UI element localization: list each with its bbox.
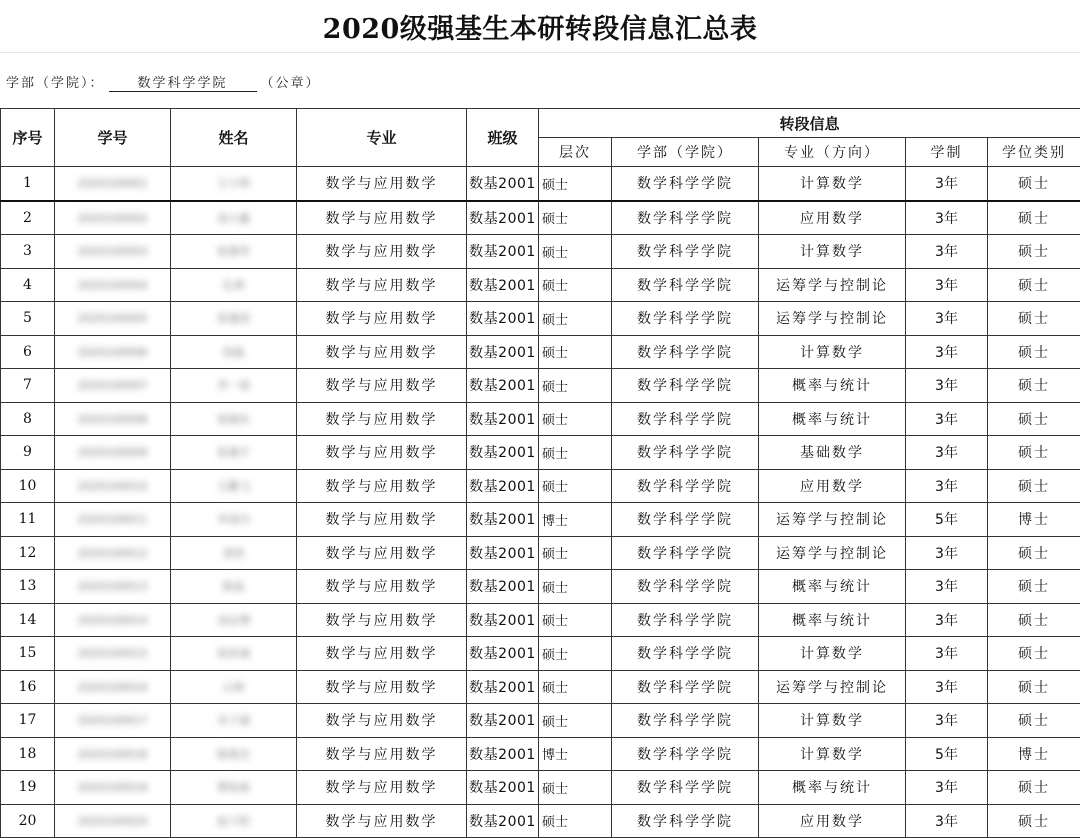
cell-name (171, 737, 297, 771)
cell-name-text: 李一诺 (217, 377, 250, 393)
cell-major: 数学与应用数学 (297, 402, 467, 436)
cell-major: 数学与应用数学 (297, 737, 467, 771)
cell-degree-type: 硕士 (988, 436, 1080, 470)
cell-degree-type: 硕士 (988, 268, 1080, 302)
header-major: 专业 (297, 109, 467, 167)
cell-class: 数基2001 (467, 335, 539, 369)
cell-class: 数基2001 (467, 235, 539, 269)
cell-student-id (55, 737, 171, 771)
cell-department: 数学科学学院 (612, 536, 759, 570)
cell-direction: 应用数学 (759, 201, 906, 235)
cell-department: 数学科学学院 (612, 603, 759, 637)
table-row (1, 804, 1080, 838)
cell-major: 数学与应用数学 (297, 469, 467, 503)
cell-major: 数学与应用数学 (297, 302, 467, 336)
cell-direction: 运筹学与控制论 (759, 302, 906, 336)
cell-level: 硕士 (539, 637, 612, 671)
cell-student-id-text: 2020100004 (78, 279, 148, 292)
cell-duration: 3年 (906, 167, 988, 201)
cell-direction: 计算数学 (759, 704, 906, 738)
page-title: 2020级强基生本研转段信息汇总表 (323, 7, 758, 46)
cell-duration: 5年 (906, 503, 988, 537)
cell-name (171, 335, 297, 369)
cell-name (171, 402, 297, 436)
header-direction: 专业（方向） (759, 138, 906, 167)
cell-level: 硕士 (539, 603, 612, 637)
cell-student-id-text: 2020100016 (78, 681, 148, 694)
cell-index: 7 (1, 369, 55, 403)
cell-department: 数学科学学院 (612, 804, 759, 838)
cell-name-text: 孔舜 (223, 277, 245, 293)
cell-department: 数学科学学院 (612, 704, 759, 738)
cell-department: 数学科学学院 (612, 469, 759, 503)
cell-level: 博士 (539, 503, 612, 537)
cell-index: 10 (1, 469, 55, 503)
cell-student-id-text: 2020100011 (78, 513, 148, 526)
cell-index: 19 (1, 771, 55, 805)
cell-class: 数基2001 (467, 737, 539, 771)
cell-student-id-text: 2020100017 (78, 714, 148, 727)
cell-department: 数学科学学院 (612, 771, 759, 805)
cell-degree-type: 硕士 (988, 603, 1080, 637)
cell-index: 13 (1, 570, 55, 604)
cell-duration: 5年 (906, 737, 988, 771)
cell-name (171, 603, 297, 637)
cell-name-text: 张德华 (217, 243, 250, 259)
cell-level: 硕士 (539, 268, 612, 302)
cell-student-id-text: 2020100014 (78, 614, 148, 627)
cell-student-id (55, 335, 171, 369)
table-row (1, 637, 1080, 671)
cell-class: 数基2001 (467, 771, 539, 805)
cell-duration: 3年 (906, 469, 988, 503)
cell-degree-type: 硕士 (988, 402, 1080, 436)
cell-class: 数基2001 (467, 201, 539, 235)
cell-major: 数学与应用数学 (297, 335, 467, 369)
cell-major: 数学与应用数学 (297, 235, 467, 269)
cell-student-id-text: 2020100008 (78, 413, 148, 426)
cell-student-id-text: 2020100002 (78, 212, 148, 225)
table-row (1, 469, 1080, 503)
cell-degree-type: 硕士 (988, 335, 1080, 369)
cell-duration: 3年 (906, 637, 988, 671)
cell-class: 数基2001 (467, 469, 539, 503)
cell-direction: 运筹学与控制论 (759, 268, 906, 302)
cell-index: 3 (1, 235, 55, 269)
cell-name (171, 771, 297, 805)
cell-index: 18 (1, 737, 55, 771)
cell-major: 数学与应用数学 (297, 603, 467, 637)
cell-direction: 基础数学 (759, 436, 906, 470)
cell-class: 数基2001 (467, 570, 539, 604)
cell-student-id (55, 670, 171, 704)
cell-department: 数学科学学院 (612, 503, 759, 537)
cell-major: 数学与应用数学 (297, 536, 467, 570)
cell-name-text: 张晓东 (217, 411, 250, 427)
table-row (1, 704, 1080, 738)
cell-degree-type: 硕士 (988, 670, 1080, 704)
cell-duration: 3年 (906, 302, 988, 336)
cell-level: 硕士 (539, 570, 612, 604)
cell-degree-type: 博士 (988, 737, 1080, 771)
cell-direction: 计算数学 (759, 235, 906, 269)
cell-student-id (55, 570, 171, 604)
cell-duration: 3年 (906, 369, 988, 403)
cell-student-id-text: 2020100010 (78, 480, 148, 493)
cell-department: 数学科学学院 (612, 436, 759, 470)
cell-name (171, 536, 297, 570)
cell-class: 数基2001 (467, 603, 539, 637)
cell-level: 硕士 (539, 167, 612, 201)
cell-direction: 概率与统计 (759, 771, 906, 805)
cell-duration: 3年 (906, 670, 988, 704)
cell-degree-type: 硕士 (988, 570, 1080, 604)
cell-department: 数学科学学院 (612, 167, 759, 201)
cell-department: 数学科学学院 (612, 670, 759, 704)
cell-student-id (55, 302, 171, 336)
cell-name (171, 804, 297, 838)
cell-department: 数学科学学院 (612, 637, 759, 671)
cell-direction: 计算数学 (759, 335, 906, 369)
cell-major: 数学与应用数学 (297, 570, 467, 604)
cell-major: 数学与应用数学 (297, 167, 467, 201)
table-row (1, 536, 1080, 570)
cell-duration: 3年 (906, 570, 988, 604)
cell-department: 数学科学学院 (612, 335, 759, 369)
cell-degree-type: 硕士 (988, 167, 1080, 201)
cell-student-id (55, 268, 171, 302)
cell-student-id-text: 2020100012 (78, 547, 148, 560)
cell-name-text: 黄然 (223, 545, 245, 561)
table-row (1, 167, 1080, 201)
cell-index: 8 (1, 402, 55, 436)
cell-degree-type: 硕士 (988, 804, 1080, 838)
table-row (1, 235, 1080, 269)
cell-class: 数基2001 (467, 167, 539, 201)
cell-degree-type: 硕士 (988, 536, 1080, 570)
header-student-id: 学号 (55, 109, 171, 167)
cell-major: 数学与应用数学 (297, 804, 467, 838)
cell-name-text: 徐磊 (223, 344, 245, 360)
cell-name-text: 李成功 (217, 511, 250, 527)
cell-student-id-text: 2020100019 (78, 781, 148, 794)
cell-degree-type: 硕士 (988, 637, 1080, 671)
cell-student-id-text: 2020100013 (78, 580, 148, 593)
header-class: 班级 (467, 109, 539, 167)
table-row (1, 603, 1080, 637)
cell-student-id (55, 167, 171, 201)
cell-direction: 运筹学与控制论 (759, 536, 906, 570)
summary-table (0, 108, 1080, 838)
cell-name (171, 167, 297, 201)
cell-major: 数学与应用数学 (297, 637, 467, 671)
cell-name (171, 570, 297, 604)
cell-duration: 3年 (906, 771, 988, 805)
cell-index: 6 (1, 335, 55, 369)
cell-department: 数学科学学院 (612, 737, 759, 771)
cell-class: 数基2001 (467, 369, 539, 403)
header-degree-type: 学位类别 (988, 138, 1080, 167)
cell-student-id (55, 536, 171, 570)
cell-direction: 概率与统计 (759, 570, 906, 604)
cell-index: 11 (1, 503, 55, 537)
cell-student-id-text: 2020100005 (78, 312, 148, 325)
cell-student-id (55, 804, 171, 838)
cell-level: 硕士 (539, 302, 612, 336)
cell-major: 数学与应用数学 (297, 670, 467, 704)
cell-direction: 概率与统计 (759, 603, 906, 637)
cell-level: 硕士 (539, 771, 612, 805)
cell-level: 硕士 (539, 436, 612, 470)
cell-name-text: 高小鑫 (217, 210, 250, 226)
cell-student-id-text: 2020100007 (78, 379, 148, 392)
cell-degree-type: 硕士 (988, 201, 1080, 235)
cell-student-id (55, 235, 171, 269)
cell-name-text: 山林 (223, 679, 245, 695)
cell-name-text: 宋子涵 (217, 712, 250, 728)
cell-direction: 应用数学 (759, 469, 906, 503)
cell-class: 数基2001 (467, 402, 539, 436)
cell-student-id-text: 2020100003 (78, 245, 148, 258)
cell-direction: 概率与统计 (759, 402, 906, 436)
cell-direction: 计算数学 (759, 737, 906, 771)
cell-name (171, 235, 297, 269)
cell-index: 20 (1, 804, 55, 838)
cell-name (171, 670, 297, 704)
cell-student-id (55, 201, 171, 235)
cell-index: 5 (1, 302, 55, 336)
cell-name-text: 王鹏飞 (217, 478, 250, 494)
cell-degree-type: 博士 (988, 503, 1080, 537)
cell-name (171, 201, 297, 235)
table-row (1, 503, 1080, 537)
cell-degree-type: 硕士 (988, 369, 1080, 403)
cell-index: 14 (1, 603, 55, 637)
cell-class: 数基2001 (467, 302, 539, 336)
cell-duration: 3年 (906, 436, 988, 470)
cell-level: 博士 (539, 737, 612, 771)
cell-major: 数学与应用数学 (297, 268, 467, 302)
title-bar (0, 0, 1080, 53)
cell-index: 2 (1, 201, 55, 235)
cell-degree-type: 硕士 (988, 302, 1080, 336)
cell-class: 数基2001 (467, 436, 539, 470)
header-index: 序号 (1, 109, 55, 167)
department-line (6, 72, 321, 92)
cell-class: 数基2001 (467, 670, 539, 704)
cell-duration: 3年 (906, 268, 988, 302)
cell-department: 数学科学学院 (612, 369, 759, 403)
cell-name (171, 436, 297, 470)
cell-level: 硕士 (539, 235, 612, 269)
cell-level: 硕士 (539, 369, 612, 403)
cell-class: 数基2001 (467, 503, 539, 537)
cell-duration: 3年 (906, 536, 988, 570)
cell-index: 9 (1, 436, 55, 470)
cell-department: 数学科学学院 (612, 235, 759, 269)
cell-duration: 3年 (906, 804, 988, 838)
cell-major: 数学与应用数学 (297, 369, 467, 403)
cell-duration: 3年 (906, 603, 988, 637)
table-row (1, 670, 1080, 704)
header-transfer-info: 转段信息 (539, 109, 1080, 138)
cell-level: 硕士 (539, 201, 612, 235)
table-row (1, 268, 1080, 302)
cell-major: 数学与应用数学 (297, 503, 467, 537)
cell-direction: 概率与统计 (759, 369, 906, 403)
cell-student-id (55, 369, 171, 403)
cell-student-id-text: 2020100009 (78, 446, 148, 459)
cell-index: 12 (1, 536, 55, 570)
cell-student-id-text: 2020100018 (78, 748, 148, 761)
header-level: 层次 (539, 138, 612, 167)
cell-name-text: 刘志博 (217, 612, 250, 628)
cell-index: 4 (1, 268, 55, 302)
cell-duration: 3年 (906, 201, 988, 235)
cell-duration: 3年 (906, 235, 988, 269)
cell-duration: 3年 (906, 402, 988, 436)
header-department: 学部（学院） (612, 138, 759, 167)
cell-index: 15 (1, 637, 55, 671)
cell-student-id (55, 469, 171, 503)
table-row (1, 402, 1080, 436)
cell-name (171, 503, 297, 537)
cell-duration: 3年 (906, 704, 988, 738)
cell-level: 硕士 (539, 804, 612, 838)
cell-direction: 运筹学与控制论 (759, 503, 906, 537)
cell-department: 数学科学学院 (612, 302, 759, 336)
cell-duration: 3年 (906, 335, 988, 369)
cell-direction: 运筹学与控制论 (759, 670, 906, 704)
table-row (1, 436, 1080, 470)
table-row (1, 369, 1080, 403)
table-body (1, 167, 1080, 838)
cell-direction: 计算数学 (759, 637, 906, 671)
cell-degree-type: 硕士 (988, 235, 1080, 269)
cell-major: 数学与应用数学 (297, 704, 467, 738)
department-label: 学部（学院）： (6, 76, 105, 91)
cell-degree-type: 硕士 (988, 469, 1080, 503)
cell-major: 数学与应用数学 (297, 436, 467, 470)
cell-name (171, 637, 297, 671)
cell-name (171, 268, 297, 302)
cell-major: 数学与应用数学 (297, 771, 467, 805)
cell-department: 数学科学学院 (612, 402, 759, 436)
table-row (1, 771, 1080, 805)
cell-direction: 计算数学 (759, 167, 906, 201)
cell-class: 数基2001 (467, 637, 539, 671)
cell-name-text: 赵子阳 (217, 813, 250, 829)
cell-department: 数学科学学院 (612, 268, 759, 302)
cell-index: 16 (1, 670, 55, 704)
cell-class: 数基2001 (467, 268, 539, 302)
cell-index: 1 (1, 167, 55, 201)
cell-department: 数学科学学院 (612, 570, 759, 604)
cell-name-text: 张建清 (217, 310, 250, 326)
cell-degree-type: 硕士 (988, 704, 1080, 738)
cell-level: 硕士 (539, 536, 612, 570)
cell-class: 数基2001 (467, 804, 539, 838)
cell-student-id (55, 603, 171, 637)
official-seal-note: （公章） (261, 76, 321, 91)
cell-student-id (55, 402, 171, 436)
cell-name-text: 陈晶 (223, 578, 245, 594)
cell-student-id (55, 637, 171, 671)
cell-department: 数学科学学院 (612, 201, 759, 235)
cell-degree-type: 硕士 (988, 771, 1080, 805)
table-row (1, 302, 1080, 336)
cell-student-id-text: 2020100020 (78, 815, 148, 828)
cell-major: 数学与应用数学 (297, 201, 467, 235)
cell-name-text: 王小明 (217, 175, 250, 191)
table-row (1, 201, 1080, 235)
cell-index: 17 (1, 704, 55, 738)
table-row (1, 737, 1080, 771)
cell-name (171, 302, 297, 336)
cell-level: 硕士 (539, 335, 612, 369)
cell-level: 硕士 (539, 670, 612, 704)
cell-name-text: 蔡如森 (217, 779, 250, 795)
cell-class: 数基2001 (467, 536, 539, 570)
cell-student-id (55, 704, 171, 738)
cell-student-id (55, 436, 171, 470)
cell-direction: 应用数学 (759, 804, 906, 838)
department-value: 数学科学学院 (109, 72, 257, 92)
table-row (1, 570, 1080, 604)
cell-level: 硕士 (539, 469, 612, 503)
cell-class: 数基2001 (467, 704, 539, 738)
header-name: 姓名 (171, 109, 297, 167)
cell-student-id-text: 2020100015 (78, 647, 148, 660)
cell-name (171, 369, 297, 403)
cell-level: 硕士 (539, 402, 612, 436)
cell-student-id (55, 503, 171, 537)
cell-level: 硕士 (539, 704, 612, 738)
table-row (1, 335, 1080, 369)
cell-name (171, 704, 297, 738)
header-duration: 学制 (906, 138, 988, 167)
cell-student-id-text: 2020100001 (78, 177, 148, 190)
cell-student-id (55, 771, 171, 805)
cell-name-text: 陈俊杰 (217, 746, 250, 762)
cell-student-id-text: 2020100006 (78, 346, 148, 359)
cell-name-text: 张建平 (217, 444, 250, 460)
cell-name-text: 徐浩诚 (217, 645, 250, 661)
cell-name (171, 469, 297, 503)
